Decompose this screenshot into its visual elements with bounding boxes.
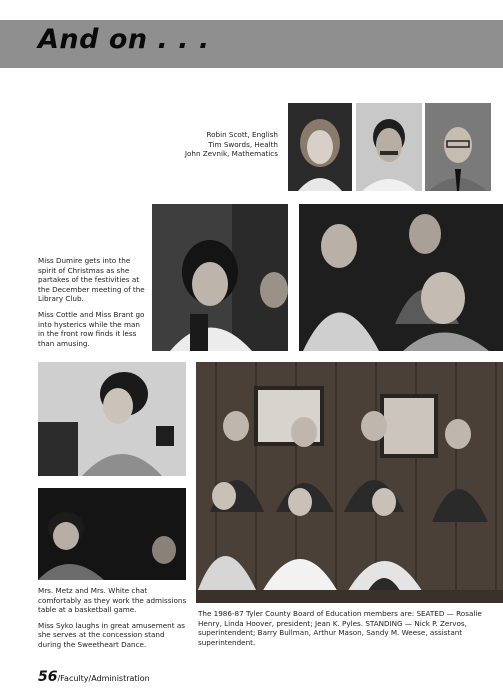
photo-metz-white — [38, 362, 186, 476]
faculty-name-line: Tim Swords, Health — [208, 139, 278, 149]
faculty-name-line: John Zevnik, Mathematics — [184, 149, 278, 159]
captions-column-bottom — [38, 586, 188, 656]
caption-dumire: Miss Dumire gets into the spirit of Christmas as she partakes of the festivities at the December meeting of the Library Club. — [38, 256, 145, 304]
section-title: And on . . . — [38, 24, 210, 55]
faculty-names — [168, 130, 278, 159]
photo-library-club — [152, 204, 288, 351]
caption-cottle-brant: Miss Cottle and Miss Brant go into hysterics while the man in the front row finds it less than amusing. — [38, 309, 145, 348]
photo-syko — [38, 488, 186, 580]
captions-column-top — [38, 256, 146, 354]
headshot-tim-swords — [356, 103, 422, 191]
page-folio — [38, 669, 150, 685]
headshot-robin-scott — [288, 103, 352, 191]
faculty-name-line: Robin Scott, English — [206, 130, 278, 139]
headshot-john-zevnik — [425, 103, 491, 191]
caption-metz-white: Mrs. Metz and Mrs. White chat comfortably as they work the admissions table at a basketball game. — [38, 586, 187, 615]
caption-syko: Miss Syko laughs in great amusement as she serves at the concession stand during the Sweetheart Dance. — [38, 620, 185, 649]
photo-board-of-education — [196, 362, 503, 603]
caption-board-of-education: The 1986-87 Tyler County Board of Education members are: SEATED — Rosalie Henry, Linda Hoover, president; Jean K. Pyles. STANDING — Nick P. Zervos, superintendent; Barry Bullman, Arthur Mason, Sandy M. Weese, assistant superintendent. — [198, 609, 482, 647]
section-name: /Faculty/Administration — [57, 674, 150, 683]
page-number: 56 — [38, 669, 58, 685]
photo-cottle-brant — [299, 204, 503, 351]
